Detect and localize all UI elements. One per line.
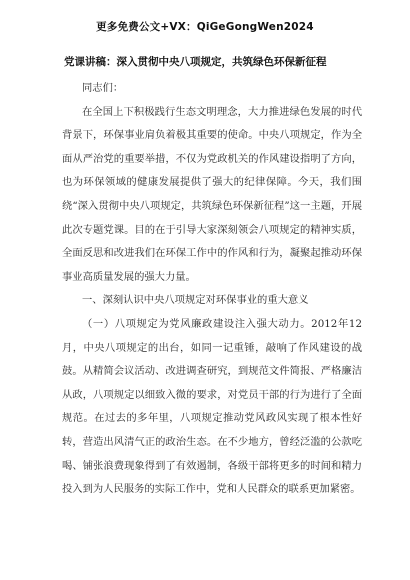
document-body <box>62 77 362 502</box>
salutation: 同志们： <box>82 82 124 94</box>
page-header: 更多免费公文+VX：QiGeGongWen2024 <box>96 21 314 33</box>
subsection-paragraph: （一）八项规定为党风廉政建设注入强大动力。2012年12月，中央八项规定的出台，如同一记重锤，敲响了作风建设的战鼓。从精简会议活动、改进调查研究，到规范文件简报、严格廉洁从政，八项规定以细致入微的要求，对党员干部的行为进行了全面规范。在过去的多年里，八项规定推动党风政风实现了根本性好转，营造出风清气正的政治生态。在不少地方，曾经泛滥的公款吃喝、铺张浪费现象得到了有效遏制，各级干部将更多的时间和精力投入到为人民服务的实际工作中，党和人民群众的联系更加紧密。 <box>62 317 362 496</box>
intro-paragraph: 在全国上下积极践行生态文明理念，大力推进绿色发展的时代背景下，环保事业肩负着极其重要的使命。中央八项规定，作为全面从严治党的重要举措，不仅为党政机关的作风建设指明了方向，也为环保领域的健康发展提供了强大的纪律保障。今天，我们围绕“深入贯彻中央八项规定，共筑绿色环保新征程”这一主题，开展此次专题党课。目的在于引导大家深刻领会八项规定的精神实质，全面反思和改进我们在环保工作中的作风和行为，凝聚起推动环保事业高质量发展的强大力量。 <box>62 105 362 283</box>
section-heading: 一、深刻认识中央八项规定对环保事业的重大意义 <box>82 294 309 307</box>
document-title: 党课讲稿：深入贯彻中央八项规定，共筑绿色环保新征程 <box>64 56 327 68</box>
